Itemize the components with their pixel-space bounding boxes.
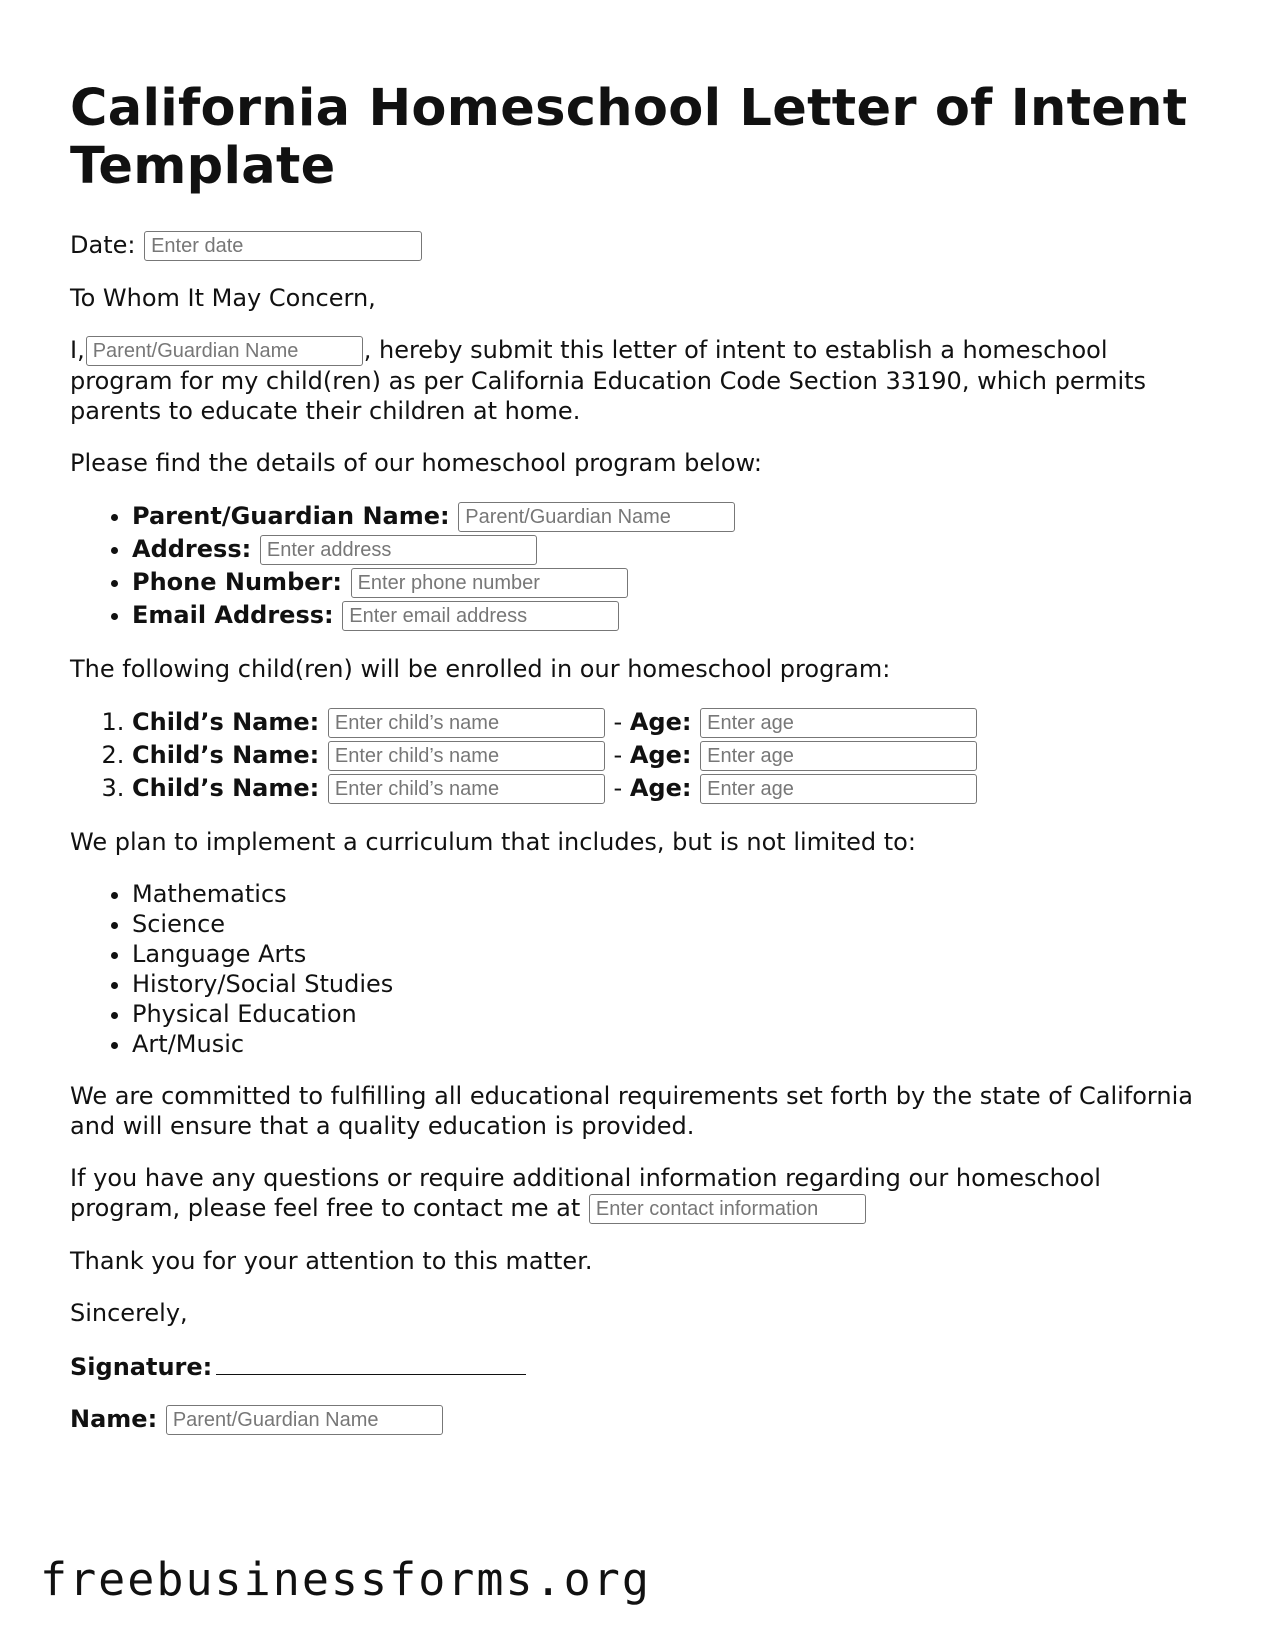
child-age-input-1[interactable]	[700, 708, 977, 738]
child-name-input-2[interactable]	[328, 741, 605, 771]
child-row	[132, 772, 1200, 805]
curriculum-item: • Art/Music	[132, 1029, 1200, 1059]
age-label: Age:	[629, 708, 692, 736]
curriculum-item: • Language Arts	[132, 939, 1200, 969]
detail-parent-name	[132, 500, 1200, 533]
contact-text: If you have any questions or require additional information regarding our homeschool program, please feel free to contact me at	[70, 1164, 1101, 1222]
child-name-input-1[interactable]	[328, 708, 605, 738]
email-input[interactable]	[342, 601, 619, 631]
parent-name-input[interactable]	[458, 502, 735, 532]
name-row	[70, 1404, 1200, 1435]
child-name-label: Child’s Name:	[132, 741, 320, 769]
children-intro: The following child(ren) will be enrolled in our homeschool program:	[70, 655, 891, 683]
date-label: Date:	[70, 231, 136, 259]
curriculum-item: • Mathematics	[132, 879, 1200, 909]
detail-address	[132, 533, 1200, 566]
commitment-paragraph: We are committed to fulfilling all educational requirements set forth by the state of California and will ensure that a quality education is provided.	[70, 1082, 1193, 1140]
child-age-input-2[interactable]	[700, 741, 977, 771]
signer-name-input[interactable]	[166, 1405, 443, 1435]
details-intro: Please find the details of our homeschool program below:	[70, 449, 762, 477]
curriculum-item: • Science	[132, 909, 1200, 939]
curriculum-intro: We plan to implement a curriculum that includes, but is not limited to:	[70, 828, 916, 856]
thanks-paragraph: Thank you for your attention to this matter.	[70, 1247, 593, 1275]
detail-label: Email Address:	[132, 601, 334, 629]
age-label: Age:	[629, 774, 692, 802]
signature-label: Signature:	[70, 1353, 213, 1381]
child-name-label: Child’s Name:	[132, 774, 320, 802]
separator: -	[613, 774, 623, 802]
salutation: To Whom It May Concern,	[70, 284, 376, 312]
age-label: Age:	[629, 741, 692, 769]
page-title: California Homeschool Letter of Intent Template	[70, 79, 1188, 196]
detail-phone	[132, 566, 1200, 599]
letter-page	[70, 80, 1200, 1457]
closing: Sincerely,	[70, 1299, 188, 1327]
child-age-input-3[interactable]	[700, 774, 977, 804]
intro-prefix: I,	[70, 336, 85, 364]
intro-text: , hereby submit this letter of intent to establish a homeschool program for my child(ren) as per California Education Code Section 33190, which permits parents to educate their children at home.	[70, 336, 1147, 425]
child-name-label: Child’s Name:	[132, 708, 320, 736]
children-list	[70, 706, 1200, 805]
signature-line[interactable]	[216, 1350, 526, 1375]
child-row	[132, 706, 1200, 739]
detail-label: Address:	[132, 535, 252, 563]
curriculum-item: • History/Social Studies	[132, 969, 1200, 999]
contact-paragraph	[70, 1163, 1200, 1224]
separator: -	[613, 741, 623, 769]
date-input[interactable]	[144, 231, 422, 261]
curriculum-item: • Physical Education	[132, 999, 1200, 1029]
address-input[interactable]	[260, 535, 537, 565]
intro-parent-name-input[interactable]	[86, 336, 363, 366]
intro-paragraph	[70, 335, 1200, 426]
child-name-input-3[interactable]	[328, 774, 605, 804]
contact-input[interactable]	[589, 1194, 866, 1224]
detail-email	[132, 599, 1200, 632]
date-row	[70, 230, 1200, 261]
detail-label: Parent/Guardian Name:	[132, 502, 450, 530]
name-label: Name:	[70, 1405, 158, 1433]
details-list	[70, 500, 1200, 632]
child-row	[132, 739, 1200, 772]
phone-input[interactable]	[351, 568, 628, 598]
signature-row	[70, 1350, 1200, 1382]
separator: -	[613, 708, 623, 736]
curriculum-list	[70, 879, 1200, 1059]
watermark: freebusinessforms.org	[40, 1553, 651, 1606]
detail-label: Phone Number:	[132, 568, 342, 596]
